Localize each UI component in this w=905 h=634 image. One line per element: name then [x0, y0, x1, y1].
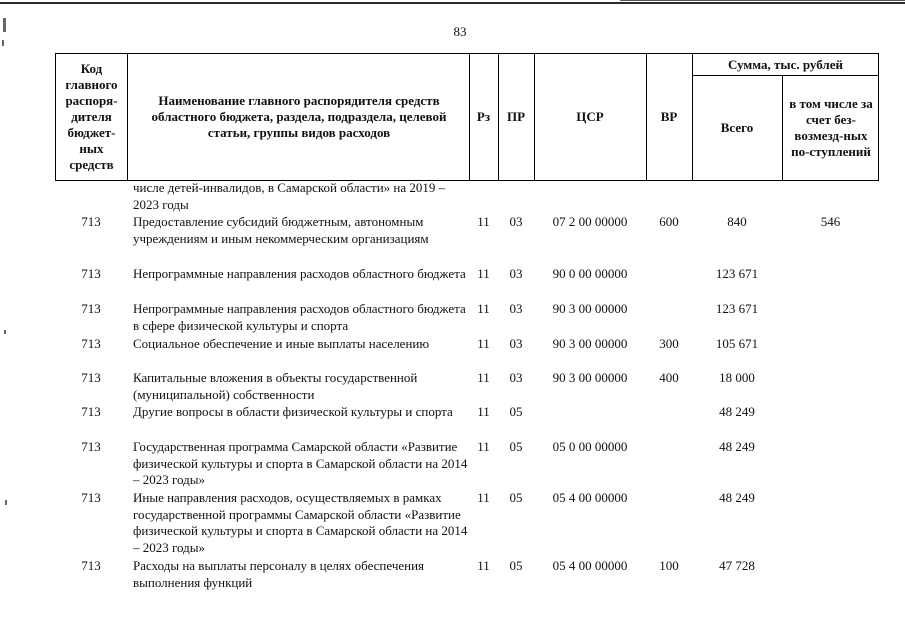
cell-rz: 11: [477, 370, 490, 385]
scan-edge-line: [0, 2, 905, 4]
cell-rz: 11: [477, 214, 490, 229]
cell-total: 123 671: [715, 266, 759, 281]
cell-code: 713: [81, 370, 101, 385]
header-code: Код главного распоря-дителя бюджет-ных средств: [65, 61, 118, 172]
cell-name: Непрограммные направления расходов областного бюджета: [133, 266, 466, 281]
cell-pr: 03: [509, 336, 523, 351]
rule: [127, 53, 128, 181]
header-sum: Сумма, тыс. рублей: [728, 56, 843, 72]
cell-rz: 11: [477, 336, 490, 351]
scan-edge-line: [620, 0, 905, 1]
cell-including: 546: [820, 214, 841, 229]
cell-name: Предоставление субсидий бюджетным, автономным учреждениям и иным некоммерческим организациям: [133, 214, 429, 246]
cell-code: 713: [81, 439, 101, 454]
rule: [782, 75, 783, 181]
cell-total: 48 249: [719, 439, 755, 454]
header-rz: Рз: [476, 109, 491, 124]
cell-code: 713: [81, 301, 101, 316]
header-pr: ПР: [506, 109, 526, 124]
header-vr: ВР: [660, 109, 678, 124]
cell-csr: 05 4 00 00000: [552, 558, 628, 573]
cell-pr: 05: [509, 558, 523, 573]
cell-vr: 100: [659, 558, 679, 573]
cell-pr: 05: [509, 490, 523, 505]
header-including: в том числе за счет без-возмезд-ных по-ступлений: [789, 96, 873, 159]
cell-csr: 90 3 00 00000: [552, 301, 628, 316]
cell-total: 48 249: [719, 404, 755, 419]
cell-name: Капитальные вложения в объекты государственной (муниципальной) собственности: [133, 370, 418, 402]
continuation-text: числе детей-инвалидов, в Самарской области» на 2019 – 2023 годы: [133, 180, 446, 212]
cell-vr: 400: [659, 370, 679, 385]
scan-speck: [4, 330, 6, 334]
scan-speck: [3, 18, 6, 32]
header-csr: ЦСР: [576, 109, 604, 124]
cell-rz: 11: [477, 301, 490, 316]
cell-csr: 90 3 00 00000: [552, 370, 628, 385]
cell-pr: 03: [509, 301, 523, 316]
cell-code: 713: [81, 214, 101, 229]
cell-rz: 11: [477, 558, 490, 573]
cell-code: 713: [81, 266, 101, 281]
cell-csr: 05 0 00 00000: [552, 439, 628, 454]
cell-rz: 11: [477, 266, 490, 281]
cell-rz: 11: [477, 439, 490, 454]
cell-total: 48 249: [719, 490, 755, 505]
cell-vr: 600: [659, 214, 679, 229]
cell-total: 840: [727, 214, 747, 229]
cell-pr: 03: [509, 266, 523, 281]
cell-rz: 11: [477, 490, 490, 505]
cell-pr: 05: [509, 439, 523, 454]
cell-code: 713: [81, 336, 101, 351]
cell-name: Непрограммные направления расходов областного бюджета в сфере физической культуры и спорта: [133, 301, 466, 333]
cell-vr: 300: [659, 336, 679, 351]
cell-code: 713: [81, 490, 101, 505]
header-total: Всего: [720, 120, 754, 135]
cell-name: Государственная программа Самарской области «Развитие физической культуры и спорта в Самарской области на 2014 – 2023 годы»: [133, 439, 468, 487]
cell-total: 18 000: [719, 370, 755, 385]
cell-pr: 03: [509, 214, 523, 229]
cell-pr: 03: [509, 370, 523, 385]
cell-name: Расходы на выплаты персоналу в целях обеспечения выполнения функций: [133, 558, 425, 590]
header-name: Наименование главного распорядителя средств областного бюджета, раздела, подраздела, целевой статьи, группы видов расходов: [151, 93, 447, 140]
page-number: 83: [453, 24, 467, 39]
scan-speck: [2, 40, 4, 46]
cell-pr: 05: [509, 404, 523, 419]
cell-total: 47 728: [719, 558, 755, 573]
cell-csr: 07 2 00 00000: [552, 214, 628, 229]
cell-csr: 90 0 00 00000: [552, 266, 628, 281]
cell-rz: 11: [477, 404, 490, 419]
cell-total: 105 671: [715, 336, 759, 351]
cell-code: 713: [81, 558, 101, 573]
scan-speck: [5, 500, 7, 505]
cell-csr: 05 4 00 00000: [552, 490, 628, 505]
cell-csr: 90 3 00 00000: [552, 336, 628, 351]
table-header: [55, 53, 879, 181]
cell-total: 123 671: [715, 301, 759, 316]
cell-name: Другие вопросы в области физической культуры и спорта: [133, 404, 453, 419]
cell-code: 713: [81, 404, 101, 419]
cell-name: Иные направления расходов, осуществляемых в рамках государственной программы Самарской области «Развитие физической культуры и спорта в Самарской области на 2014 – 2023 годы»: [133, 490, 468, 555]
cell-name: Социальное обеспечение и иные выплаты населению: [133, 336, 430, 351]
